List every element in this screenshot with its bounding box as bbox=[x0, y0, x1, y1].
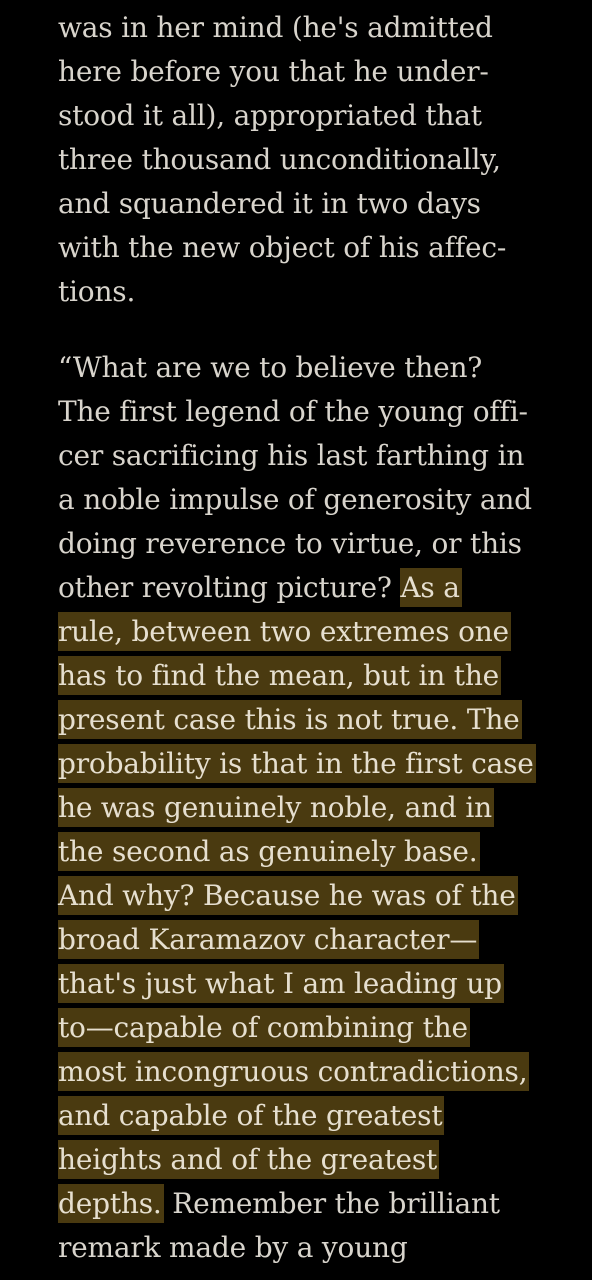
highlighted-line[interactable] bbox=[58, 962, 504, 1006]
highlighted-line[interactable] bbox=[58, 830, 480, 874]
text-line: with the new object of his affec- bbox=[58, 231, 507, 264]
text-line: tions. bbox=[58, 275, 136, 308]
text-line: remark made by a young bbox=[58, 1231, 408, 1264]
plain-text: other revolting picture? bbox=[58, 571, 392, 604]
highlighted-line[interactable] bbox=[58, 742, 536, 786]
highlighted-line[interactable] bbox=[58, 1094, 444, 1138]
highlighted-text[interactable]: the second as genuinely base. bbox=[58, 832, 480, 871]
text-line bbox=[58, 1182, 500, 1226]
highlighted-text[interactable]: rule, between two extremes one bbox=[58, 612, 511, 651]
highlighted-line[interactable] bbox=[58, 786, 494, 830]
highlighted-text[interactable]: As a bbox=[400, 568, 461, 607]
highlighted-line[interactable] bbox=[58, 654, 501, 698]
text-line: and squandered it in two days bbox=[58, 187, 481, 220]
text-line: The first legend of the young offi- bbox=[58, 395, 528, 428]
highlighted-text[interactable]: he was genuinely noble, and in bbox=[58, 788, 494, 827]
text-line: was in her mind (he's admitted bbox=[58, 11, 493, 44]
highlighted-text[interactable]: probability is that in the first case bbox=[58, 744, 536, 783]
highlighted-text[interactable]: and capable of the greatest bbox=[58, 1096, 444, 1135]
highlighted-text[interactable]: to—capable of combining the bbox=[58, 1008, 470, 1047]
text-line: doing reverence to virtue, or this bbox=[58, 527, 522, 560]
highlighted-text[interactable]: has to find the mean, but in the bbox=[58, 656, 501, 695]
highlighted-text[interactable]: that's just what I am leading up bbox=[58, 964, 504, 1003]
text-line: cer sacrificing his last farthing in bbox=[58, 439, 525, 472]
highlighted-line[interactable] bbox=[58, 1138, 439, 1182]
highlighted-line[interactable] bbox=[58, 610, 511, 654]
text-line: three thousand unconditionally, bbox=[58, 143, 501, 176]
highlighted-text[interactable]: present case this is not true. The bbox=[58, 700, 522, 739]
highlighted-line[interactable] bbox=[58, 874, 518, 918]
highlighted-text[interactable]: broad Karamazov character— bbox=[58, 920, 479, 959]
text-line: a noble impulse of generosity and bbox=[58, 483, 532, 516]
highlighted-line[interactable] bbox=[58, 1050, 529, 1094]
text-line: stood it all), appropriated that bbox=[58, 99, 482, 132]
highlighted-text[interactable]: And why? Because he was of the bbox=[58, 876, 518, 915]
highlighted-line[interactable] bbox=[58, 918, 479, 962]
highlighted-text[interactable]: depths. bbox=[58, 1184, 164, 1223]
highlighted-text[interactable]: heights and of the greatest bbox=[58, 1140, 439, 1179]
plain-text: Remember the brilliant bbox=[172, 1187, 500, 1220]
highlighted-text[interactable]: most incongruous contradictions, bbox=[58, 1052, 529, 1091]
highlighted-line[interactable] bbox=[58, 1006, 470, 1050]
text-line: “What are we to believe then? bbox=[58, 351, 483, 384]
highlighted-line[interactable] bbox=[58, 698, 522, 742]
text-line bbox=[58, 566, 462, 610]
text-line: here before you that he under- bbox=[58, 55, 489, 88]
